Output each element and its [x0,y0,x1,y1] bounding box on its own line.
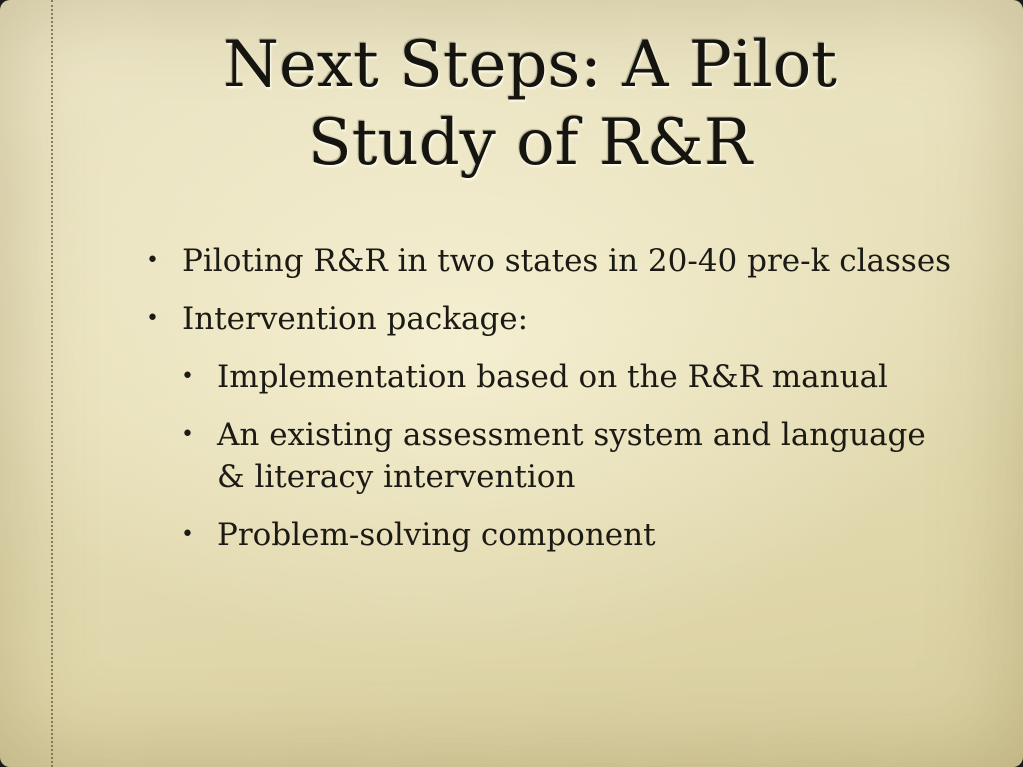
title-line-1: Next Steps: A Pilot [223,28,837,102]
bullet-text: Problem-solving component [217,517,656,553]
bullet-text: An existing assessment system and language & literacy intervention [217,417,926,495]
stitched-binding-line [51,0,53,767]
bullet-icon: • [181,422,194,447]
bullet-text: Intervention package: [182,301,529,337]
slide-title [60,26,1000,182]
title-line-2: Study of R&R [307,106,753,180]
sub-bullet-item-problem-solving [140,514,960,556]
bullet-text: Piloting R&R in two states in 20-40 pre-k classes [182,243,952,279]
sub-bullet-item-implementation [140,356,960,398]
bullet-text: Implementation based on the R&R manual [217,359,888,395]
bullet-icon: • [146,248,159,273]
bullet-icon: • [181,522,194,547]
bullet-icon: • [181,364,194,389]
bullet-item-intervention-package [140,298,960,340]
bullet-icon: • [146,306,159,331]
bullet-item-piloting [140,240,960,282]
bullet-list [140,240,960,572]
sub-bullet-item-assessment [140,414,960,498]
